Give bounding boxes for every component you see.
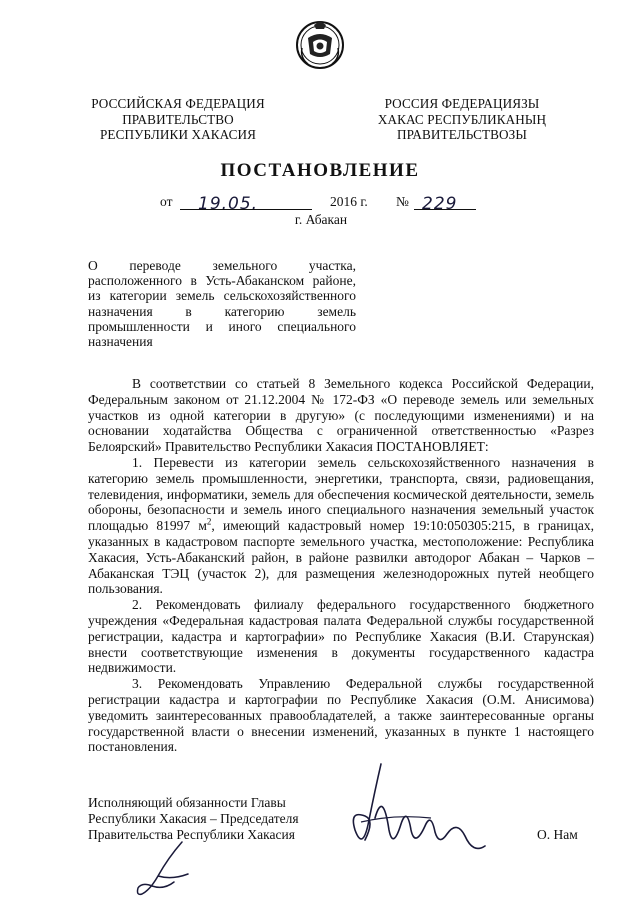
item-1-text-a: 1. Перевести из категории земель сельскохозяйственного назначения в категорию земель промышленности, энергетики, транспорта, связи, радиовещания, телевидения, информатики, земель для обеспечения космической деятельности, земель обороны, безопасности и земель иного специального назначения земельный участок площадью 81997 м (88, 454, 594, 534)
subject-line-1: О переводе земельного участка, (88, 258, 356, 273)
number-sign: № (396, 194, 409, 209)
handwritten-signature (335, 760, 495, 880)
subject-line-6: назначения (88, 334, 153, 350)
subject-block (88, 258, 356, 349)
date-prefix: от (160, 194, 173, 209)
preamble-paragraph: В соответствии со статьей 8 Земельного кодекса Российской Федерации, Федеральным законом от 21.12.2004 № 172-ФЗ «О переводе земель или земельных участков из одной категории в другую» (с последующими изменениями) и на основании ходатайства Общества с ограниченной ответственностью «Разрез Белоярский» Правительство Республики Хакасия ПОСТАНОВЛЯЕТ: (88, 376, 594, 455)
city: г. Абакан (294, 212, 348, 227)
date-year: 2016 г. (330, 194, 368, 209)
date-line (160, 191, 500, 213)
header-right-block (362, 96, 562, 143)
header-left-line-2: ПРАВИТЕЛЬСТВО (122, 111, 234, 127)
header-left-block (78, 96, 278, 143)
handwritten-date: 19.05. (198, 194, 259, 214)
item-1-text-b: , имеющий кадастровый номер 19:10:050305:215, в границах, указанных в кадастровом паспорте земельного участка, местоположение: Республика Хакасия, Усть-Абаканский район, в районе развилки автодорог Абакан – Чарков – Абаканская ТЭЦ (участок 2), для размещения железнодорожных путей необщего пользования. (88, 518, 594, 597)
header-left-line-3: РЕСПУБЛИКИ ХАКАСИЯ (100, 127, 256, 142)
subject-line-4: назначения в категорию земель (88, 303, 356, 319)
handwritten-number: 229 (422, 194, 458, 214)
document-body (88, 376, 594, 755)
handwritten-initials (128, 838, 198, 900)
coat-of-arms-icon (294, 18, 346, 70)
document-title: ПОСТАНОВЛЕНИЕ (220, 160, 420, 181)
header-right-line-2: ХАКАС РЕСПУБЛИКАНЫҢ (377, 111, 547, 127)
item-3-paragraph: 3. Рекомендовать Управлению Федеральной службы государственной регистрации кадастра и картографии по Республике Хакасия (О.М. Анисимова) уведомить заинтересованных правообладателей, а также заинтересованные органы государственной власти о внесении изменений, указанных в пункте 1 настоящего постановления. (88, 676, 594, 755)
subject-line-5: промышленности и иного специального (88, 318, 356, 334)
signatory-title (88, 795, 299, 844)
header-right-line-1: РОССИЯ ФЕДЕРАЦИЯЗЫ (384, 96, 540, 111)
signatory-line-2: Республики Хакасия – Председателя (88, 811, 299, 827)
signatory-line-1: Исполняющий обязанности Главы (88, 795, 286, 810)
signatory-name: О. Нам (537, 827, 578, 842)
city-line (0, 212, 640, 228)
subject-line-2: расположенного в Усть-Абаканском районе, (88, 273, 356, 289)
header-right-line-3: ПРАВИТЕЛЬСТВОЗЫ (397, 127, 527, 142)
item-2-paragraph: 2. Рекомендовать филиалу федерального государственного бюджетного учреждения «Федеральная кадастровая палата Федеральной службы государственной регистрации, кадастра и картографии» по Республике Хакасия (В.И. Старунская) внести соответствующие изменения в документы государственного кадастра недвижимости. (88, 597, 594, 676)
signatory-line-3: Правительства Республики Хакасия (88, 827, 295, 843)
item-1-paragraph (88, 455, 594, 597)
item-1-superscript: 2 (206, 516, 212, 527)
subject-line-3: из категории земель сельскохозяйственного (88, 288, 356, 304)
header-left-line-1: РОССИЙСКАЯ ФЕДЕРАЦИЯ (91, 96, 265, 111)
